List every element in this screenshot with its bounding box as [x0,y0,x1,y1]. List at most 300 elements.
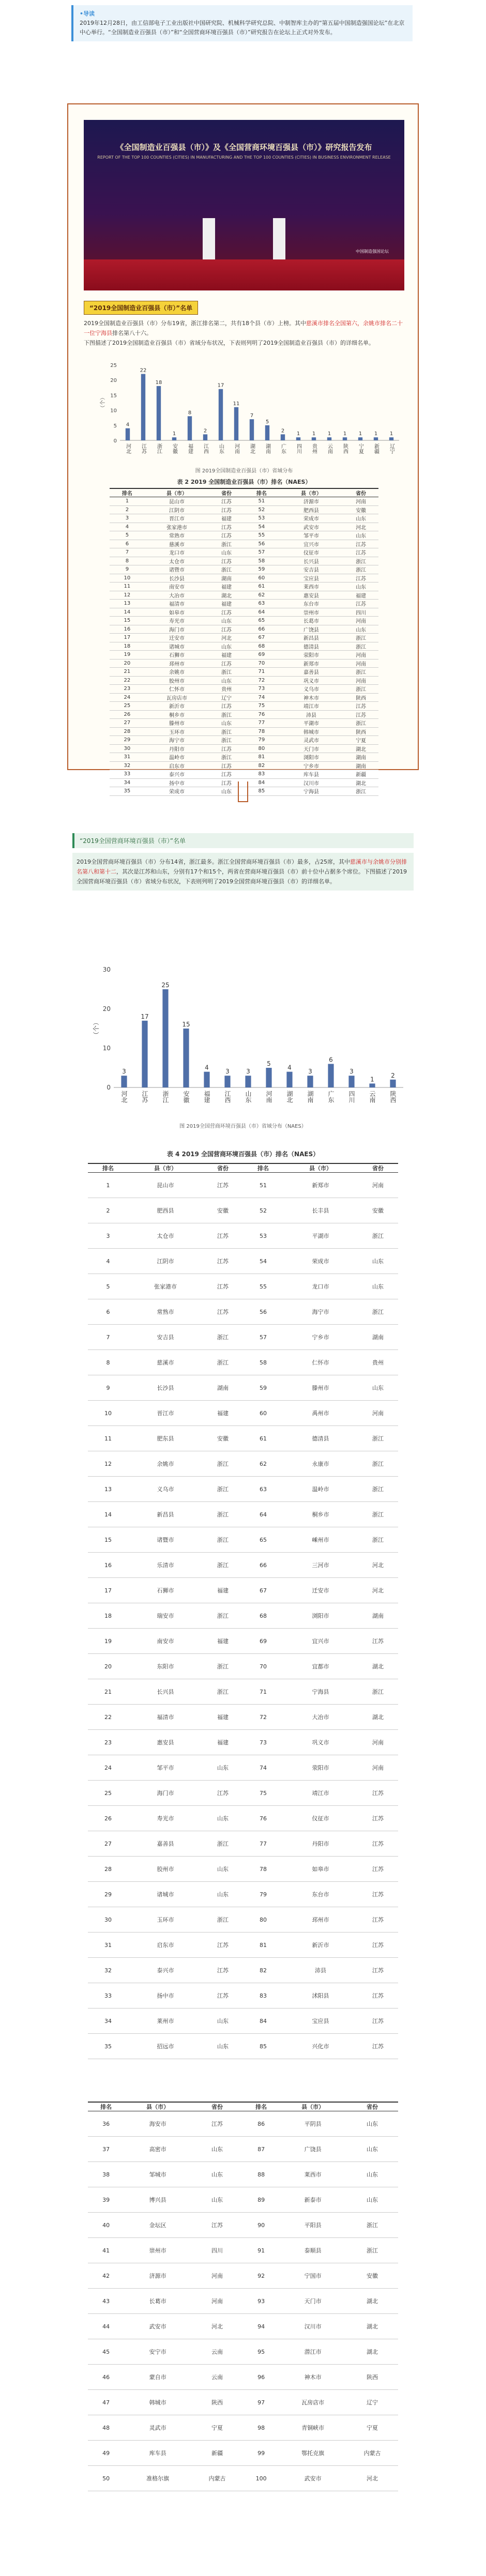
table-cell: 江苏 [358,1831,398,1857]
bar-浙江 [162,989,168,1087]
table-cell: 江苏 [203,1983,243,2008]
table-cell: 邹平市 [279,531,343,540]
table-cell: 14 [88,1502,128,1527]
category-label: 湖南 [307,1091,314,1103]
table-cell: 安徽 [358,1198,398,1223]
table-row [110,770,378,779]
table-cell: 内蒙古 [346,2441,398,2466]
table-cell: 陕西 [343,727,378,736]
intro-text: 2019年12月28日，由工信部电子工业出版社中国研究院、机械科学研究总院、中制智库主办的“第五届中国制造强国论坛”在北京中心举行。“全国制造业百强县（市）”和“全国营商环境百强县（市）”研究报告在论坛上正式对外发布。 [80,20,405,36]
table-cell: 81 [244,753,279,762]
y-tick-label: 10 [102,1045,111,1052]
table-cell: 52 [243,1198,283,1223]
table-cell: 19 [110,651,145,660]
table-cell: 荣成市 [145,787,209,796]
table-cell: 义乌市 [128,1477,203,1502]
table-row [88,2415,398,2441]
table-cell: 三河市 [283,1553,358,1578]
bar-陕西 [343,437,347,440]
table-cell: 江苏 [203,1274,243,1299]
table-cell: 62 [244,591,279,600]
bar-陕西 [390,1080,396,1087]
data-label: 1 [389,431,393,437]
table-cell: 84 [243,2008,283,2034]
table-cell: 嘉善县 [279,668,343,677]
table-row [110,557,378,565]
table-cell: 湖南 [209,574,244,582]
table-cell: 鄂托克旗 [279,2441,346,2466]
table-cell: 张家港市 [128,1274,203,1299]
table-cell: 山东 [358,1274,398,1299]
table-cell: 浙江 [209,668,244,677]
table-header-cell: 省份 [209,488,244,497]
table-cell: 78 [243,1857,283,1882]
table-cell: 邳州市 [145,659,209,668]
data-label: 1 [312,431,316,437]
table-cell: 长兴县 [128,1679,203,1705]
table-row [88,1553,398,1578]
table-cell: 江苏 [209,531,244,540]
table-row [88,1907,398,1933]
event-banner [84,120,404,290]
table-cell: 江阴市 [128,1249,203,1274]
data-label: 8 [188,410,192,416]
table-cell: 67 [244,634,279,642]
table-cell: 11 [88,1426,128,1451]
table-cell: 山东 [209,548,244,557]
table-cell: 11 [110,582,145,591]
table-row [110,634,378,642]
table-cell: 浙江 [358,1451,398,1477]
table-cell: 宜兴市 [283,1629,358,1654]
bar-湖南 [307,1076,313,1087]
table-cell: 34 [110,778,145,787]
section1-frame [67,103,419,795]
table-cell: 浙江 [203,1527,243,1553]
table-cell: 宁夏 [191,2415,243,2441]
table-cell: 新昌县 [128,1502,203,1527]
table-cell: 新泰市 [279,2187,346,2213]
table-cell: 江阴市 [145,505,209,514]
bar-广东 [281,434,285,440]
table-cell: 莱州市 [128,2008,203,2034]
table-cell: 平阴县 [279,2111,346,2137]
table-cell: 湖北 [343,778,378,787]
table-row [88,2187,398,2213]
category-label: 广东 [327,1091,335,1103]
table-cell: 常熟市 [128,1299,203,1325]
table-cell: 青铜峡市 [279,2415,346,2441]
data-label: 6 [329,1056,333,1064]
bar-福建 [188,416,192,440]
table-cell: 27 [88,1831,128,1857]
table-cell: 辽宁 [209,693,244,702]
table-cell: 20 [110,659,145,668]
s2-text-a: 2019全国营商环境百强县（市）分布14省，浙江最多。浙江全国营商环境百强县（市）最多，占25席，其中 [77,858,350,865]
table-cell: 70 [243,1654,283,1679]
table-cell: 浙江 [343,685,378,694]
table-cell: 泰兴市 [128,1958,203,1983]
table-row [88,1629,398,1654]
table-cell: 宝应县 [279,574,343,582]
bar-河北 [126,428,130,440]
table-cell: 山东 [203,1857,243,1882]
table-header-cell: 省份 [203,1163,243,1173]
data-label: 1 [327,431,331,437]
table-row [88,1274,398,1299]
table-cell: 安徽 [343,505,378,514]
table-cell: 江苏 [358,1882,398,1907]
table-cell: 山东 [203,1806,243,1831]
table-cell: 宜都市 [283,1654,358,1679]
table-row [88,2008,398,2034]
table-cell: 天门市 [279,744,343,753]
table-cell: 神木市 [279,2365,346,2390]
table-cell: 74 [243,1755,283,1781]
table-cell: 邹城市 [124,2162,191,2187]
table-cell: 23 [88,1730,128,1755]
table-cell: 60 [243,1401,283,1426]
table-row [110,600,378,608]
table-cell: 山东 [209,787,244,796]
bar-江西 [224,1076,230,1087]
data-label: 3 [246,1068,250,1076]
table-cell: 寿光市 [128,1806,203,1831]
table-cell: 宁海县 [283,1679,358,1705]
table-cell: 江苏 [343,540,378,548]
table-cell: 10 [110,574,145,582]
table-cell: 山东 [191,2137,243,2162]
table-cell: 89 [243,2187,279,2213]
data-label: 5 [267,1060,271,1067]
table-cell: 47 [88,2390,124,2415]
table-cell: 河南 [358,1755,398,1781]
table-cell: 新疆 [343,770,378,779]
table-row [110,497,378,506]
table-row [110,505,378,514]
intro-tag: •导读 [80,10,95,17]
table-cell: 55 [244,531,279,540]
table-cell: 贵州 [358,1350,398,1375]
table-cell: 宁国市 [279,2263,346,2289]
table-row [110,744,378,753]
table-cell: 16 [110,625,145,634]
table-cell: 79 [244,736,279,745]
table-row [88,1375,398,1401]
table-cell: 4 [110,523,145,531]
table-cell: 30 [88,1907,128,1933]
table-cell: 灵武市 [124,2415,191,2441]
table-cell: 7 [110,548,145,557]
table-cell: 邳州市 [283,1907,358,1933]
table-header-row [88,2102,398,2111]
table-cell: 2 [110,505,145,514]
table-cell: 福建 [203,1578,243,1603]
table-cell: 湖南 [343,761,378,770]
table-cell: 山东 [203,1755,243,1781]
table-cell: 福建 [209,514,244,523]
table-cell: 余姚市 [128,1451,203,1477]
y-tick-label: 10 [110,408,117,414]
chart-business-environment-distribution [78,961,408,1116]
table-cell: 30 [110,744,145,753]
data-label: 2 [203,428,207,434]
table-cell: 玉环市 [128,1907,203,1933]
table-cell: 新郑市 [283,1173,358,1198]
table-cell: 94 [243,2314,279,2339]
forum-logo: 中国制造强国论坛 [356,249,389,254]
table-cell: 嘉善县 [128,1831,203,1857]
table-cell: 巩义市 [283,1730,358,1755]
table-header-row [88,1163,398,1173]
table-cell: 福建 [209,582,244,591]
table-cell: 太仓市 [128,1223,203,1249]
table-header-cell: 省份 [343,488,378,497]
table-header-cell: 县（市） [124,2102,191,2111]
table-cell: 河北 [191,2314,243,2339]
table-cell: 9 [88,1375,128,1401]
table-cell: 胶州市 [128,1857,203,1882]
table-cell: 65 [243,1527,283,1553]
table-cell: 17 [88,1578,128,1603]
table-cell: 江苏 [203,1223,243,1249]
table-cell: 河南 [343,617,378,625]
category-label: 辽宁 [388,443,394,454]
table-cell: 河南 [343,651,378,660]
table-cell: 76 [244,710,279,719]
table-cell: 92 [243,2263,279,2289]
category-label: 安徽 [183,1091,190,1103]
table-cell: 58 [244,557,279,565]
table-header-cell: 县（市） [279,2102,346,2111]
table-row [88,1603,398,1629]
table-cell: 福建 [203,1730,243,1755]
category-label: 山东 [218,443,224,454]
table-cell: 新沂市 [283,1933,358,1958]
bar-河南 [266,1068,271,1087]
table-cell: 江苏 [203,1299,243,1325]
table-cell: 扬中市 [145,778,209,787]
table-cell: 2 [88,1198,128,1223]
table-cell: 98 [243,2415,279,2441]
table-cell: 山东 [191,2162,243,2187]
table-cell: 福建 [209,651,244,660]
table-row [110,548,378,557]
table-cell: 江苏 [343,710,378,719]
table-cell: 义乌市 [279,685,343,694]
table-cell: 88 [243,2162,279,2187]
table-cell: 江苏 [209,744,244,753]
table-cell: 浙江 [209,727,244,736]
table-cell: 慈溪市 [128,1350,203,1375]
table-row [88,1857,398,1882]
data-label: 25 [161,982,170,989]
table-cell: 江苏 [209,659,244,668]
section2-heading: “2019全国营商环境百强县（市）”名单 [72,833,414,848]
table-cell: 海安市 [124,2111,191,2137]
table-cell: 准格尔旗 [124,2466,191,2491]
data-label: 2 [391,1071,395,1079]
table-cell: 浏阳市 [279,753,343,762]
category-label: 福建 [187,443,193,454]
table-row [88,1299,398,1325]
table-cell: 19 [88,1629,128,1654]
table-row [88,1654,398,1679]
table-cell: 汉川市 [279,778,343,787]
table-cell: 如皋市 [145,608,209,617]
table-cell: 浙江 [343,634,378,642]
table-row [88,2339,398,2365]
table-row [110,617,378,625]
category-label: 山东 [245,1091,252,1103]
category-label: 河南 [233,443,239,454]
table-cell: 73 [244,685,279,694]
table-cell: 东台市 [283,1882,358,1907]
table-row [110,676,378,685]
table-cell: 41 [88,2238,124,2263]
table-cell: 石狮市 [128,1578,203,1603]
bar-安徽 [172,437,176,440]
data-label: 1 [172,431,176,437]
table-cell: 扬中市 [128,1983,203,2008]
table-cell: 慈溪市 [145,540,209,548]
table-cell: 泰兴市 [145,770,209,779]
table-cell: 如皋市 [283,1857,358,1882]
table-cell: 福清市 [128,1705,203,1730]
table-row [88,1426,398,1451]
table-cell: 浙江 [209,565,244,574]
table-cell: 96 [243,2365,279,2390]
table-cell: 诸城市 [128,1882,203,1907]
table-cell: 86 [243,2111,279,2137]
table-cell: 仁怀市 [283,1350,358,1375]
podium-right [273,218,285,259]
table-cell: 德清县 [283,1426,358,1451]
table-cell: 巩义市 [279,676,343,685]
table-row [110,625,378,634]
table-cell: 南安市 [145,582,209,591]
table-cell: 山东 [346,2187,398,2213]
table-cell: 浙江 [209,540,244,548]
table-cell: 浙江 [203,1350,243,1375]
bar-湖南 [265,425,269,440]
bar-广东 [328,1064,333,1087]
table-row [110,753,378,762]
table-cell: 太仓市 [145,557,209,565]
table-cell: 72 [243,1705,283,1730]
table-cell: 寿光市 [145,617,209,625]
table-cell: 晋江市 [145,514,209,523]
table-row [88,1350,398,1375]
table-row [110,761,378,770]
table-cell: 湖北 [358,1654,398,1679]
table-cell: 29 [88,1882,128,1907]
table-cell: 大冶市 [145,591,209,600]
bar-河北 [121,1076,127,1087]
table-cell: 江苏 [191,2213,243,2238]
table-row [110,608,378,617]
table-cell: 77 [244,719,279,728]
table-cell: 浙江 [358,1502,398,1527]
table-cell: 沛县 [283,1958,358,1983]
table-cell: 72 [244,676,279,685]
table-cell: 福建 [209,600,244,608]
table-cell: 67 [243,1578,283,1603]
table-cell: 浙江 [209,710,244,719]
banner-title: 《全国制造业百强县（市）》及《全国营商环境百强县（市）》研究报告发布 [116,143,372,152]
table-cell: 德清县 [279,642,343,651]
table-row [88,1958,398,1983]
data-label: 3 [225,1068,230,1076]
bar-贵州 [312,437,316,440]
table-cell: 张家港市 [145,523,209,531]
table-cell: 江苏 [203,1933,243,1958]
table-cell: 陕西 [343,693,378,702]
table-cell: 贵州 [209,685,244,694]
table-cell: 山东 [346,2111,398,2137]
table-cell: 66 [243,1553,283,1578]
table-cell: 80 [244,744,279,753]
table-cell: 晋江市 [128,1401,203,1426]
table-cell: 59 [243,1375,283,1401]
table-cell: 6 [88,1299,128,1325]
table-cell: 83 [243,1983,283,2008]
table-row [88,1325,398,1350]
table-cell: 山东 [343,625,378,634]
table-cell: 福建 [343,591,378,600]
table-cell: 滕州市 [145,719,209,728]
table-cell: 靖江市 [279,702,343,711]
table-cell: 河南 [191,2263,243,2289]
data-label: 4 [205,1064,209,1071]
category-label: 福建 [203,1091,210,1103]
table-row [88,1933,398,1958]
table-cell: 78 [244,727,279,736]
table-cell: 桐乡市 [145,710,209,719]
table-cell: 福建 [203,1629,243,1654]
category-label: 江西 [202,443,208,454]
table-row [110,710,378,719]
table-cell: 江苏 [209,608,244,617]
table-cell: 100 [243,2466,279,2491]
table-cell: 山东 [209,617,244,625]
category-label: 河北 [120,1091,128,1103]
table-cell: 崇州市 [279,608,343,617]
table-cell: 邹平市 [128,1755,203,1781]
table-cell: 57 [243,1325,283,1350]
data-label: 7 [250,413,254,419]
table-header-cell: 县（市） [279,488,343,497]
table-cell: 90 [243,2213,279,2238]
table-cell: 乐清市 [128,1553,203,1578]
table-cell: 24 [110,693,145,702]
table-cell: 迁安市 [283,1578,358,1603]
y-tick-label: 0 [113,438,117,444]
data-label: 1 [343,431,347,437]
table-cell: 江苏 [343,574,378,582]
table-cell: 湖南 [358,1325,398,1350]
table-header-cell: 县（市） [145,488,209,497]
table-cell: 江苏 [358,1806,398,1831]
data-label: 4 [126,422,130,428]
table-cell: 江苏 [191,2111,243,2137]
table-cell: 海宁市 [145,736,209,745]
table-cell: 诸暨市 [128,1527,203,1553]
table-cell: 瓦房店市 [279,2390,346,2415]
table-cell: 1 [88,1173,128,1198]
table-cell: 山东 [343,531,378,540]
table-row [88,1806,398,1831]
